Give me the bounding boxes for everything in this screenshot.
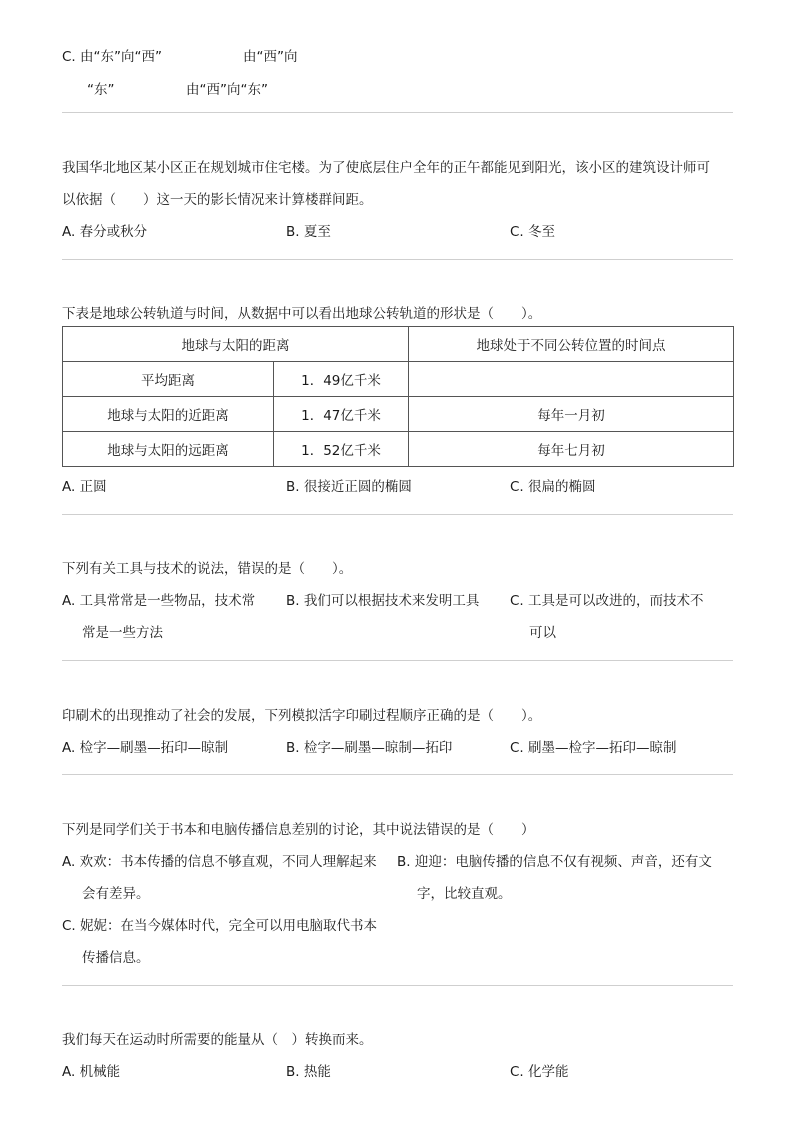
q2-stem: 下表是地球公转轨道与时间，从数据中可以看出地球公转轨道的形状是（ ）。 bbox=[62, 306, 542, 322]
q6-stem: 我们每天在运动时所需要的能量从（ ）转换而来。 bbox=[62, 1032, 373, 1048]
divider bbox=[62, 112, 733, 113]
q0-option-c-part2: 由“西”向 bbox=[243, 49, 298, 65]
table-row bbox=[63, 397, 734, 432]
q3-option-a[interactable]: A. 工具常常是一些物品，技术常 bbox=[62, 593, 256, 609]
q3-option-c-cont[interactable]: 可以 bbox=[529, 625, 556, 641]
q2-option-c[interactable]: C. 很扁的椭圆 bbox=[510, 479, 596, 495]
q2-option-a[interactable]: A. 正圆 bbox=[62, 479, 107, 495]
table-cell: 地球与太阳的近距离 bbox=[63, 397, 274, 432]
q6-option-c[interactable]: C. 化学能 bbox=[510, 1064, 569, 1080]
divider bbox=[62, 259, 733, 260]
q3-stem: 下列有关工具与技术的说法，错误的是（ ）。 bbox=[62, 561, 353, 577]
q5-option-a-cont[interactable]: 会有差异。 bbox=[82, 886, 150, 902]
q1-option-a[interactable]: A. 春分或秋分 bbox=[62, 224, 148, 240]
table-row bbox=[63, 362, 734, 397]
divider bbox=[62, 514, 733, 515]
q2-option-b[interactable]: B. 很接近正圆的椭圆 bbox=[286, 479, 412, 495]
divider bbox=[62, 774, 733, 775]
q6-option-a[interactable]: A. 机械能 bbox=[62, 1064, 121, 1080]
q4-option-c[interactable]: C. 刷墨—检字—拓印—晾制 bbox=[510, 740, 677, 756]
q4-option-b[interactable]: B. 检字—刷墨—晾制—拓印 bbox=[286, 740, 453, 756]
q5-option-c[interactable]: C. 妮妮：在当今媒体时代，完全可以用电脑取代书本 bbox=[62, 918, 378, 934]
table-cell bbox=[409, 362, 734, 397]
q4-stem: 印刷术的出现推动了社会的发展，下列模拟活字印刷过程顺序正确的是（ ）。 bbox=[62, 708, 542, 724]
q1-stem: 我国华北地区某小区正在规划城市住宅楼。为了使底层住户全年的正午都能见到阳光，该小区的建筑设计师可 bbox=[62, 160, 710, 176]
table-header-cell: 地球与太阳的距离 bbox=[63, 327, 409, 362]
table-header-row bbox=[63, 327, 734, 362]
q3-option-c[interactable]: C. 工具是可以改进的，而技术不 bbox=[510, 593, 704, 609]
q5-option-b[interactable]: B. 迎迎：电脑传播的信息不仅有视频、声音，还有文 bbox=[397, 854, 712, 870]
table-cell: 每年一月初 bbox=[409, 397, 734, 432]
table-cell: 1．47亿千米 bbox=[274, 397, 409, 432]
q0-option-c-part2-wrap: 由“西”向“东” bbox=[186, 82, 268, 98]
divider bbox=[62, 985, 733, 986]
q4-option-a[interactable]: A. 检字—刷墨—拓印—晾制 bbox=[62, 740, 229, 756]
q0-option-c: C. 由“东”向“西” bbox=[62, 49, 162, 65]
q5-option-b-cont[interactable]: 字，比较直观。 bbox=[417, 886, 512, 902]
table-row bbox=[63, 432, 734, 467]
q0-option-c-wrap: “东” bbox=[87, 82, 115, 98]
q3-option-a-cont[interactable]: 常是一些方法 bbox=[82, 625, 163, 641]
q3-option-b[interactable]: B. 我们可以根据技术来发明工具 bbox=[286, 593, 480, 609]
table-cell: 1．49亿千米 bbox=[274, 362, 409, 397]
orbit-table bbox=[62, 326, 734, 467]
q6-option-b[interactable]: B. 热能 bbox=[286, 1064, 331, 1080]
q5-stem: 下列是同学们关于书本和电脑传播信息差别的讨论，其中说法错误的是（ ） bbox=[62, 822, 535, 838]
table-cell: 每年七月初 bbox=[409, 432, 734, 467]
q1-option-b[interactable]: B. 夏至 bbox=[286, 224, 331, 240]
table-cell: 地球与太阳的远距离 bbox=[63, 432, 274, 467]
table-cell: 平均距离 bbox=[63, 362, 274, 397]
q1-stem-cont: 以依据（ ）这一天的影长情况来计算楼群间距。 bbox=[62, 192, 373, 208]
q5-option-c-cont[interactable]: 传播信息。 bbox=[82, 950, 150, 966]
table-cell: 1．52亿千米 bbox=[274, 432, 409, 467]
table-header-cell: 地球处于不同公转位置的时间点 bbox=[409, 327, 734, 362]
divider bbox=[62, 660, 733, 661]
q1-option-c[interactable]: C. 冬至 bbox=[510, 224, 556, 240]
q5-option-a[interactable]: A. 欢欢：书本传播的信息不够直观，不同人理解起来 bbox=[62, 854, 377, 870]
